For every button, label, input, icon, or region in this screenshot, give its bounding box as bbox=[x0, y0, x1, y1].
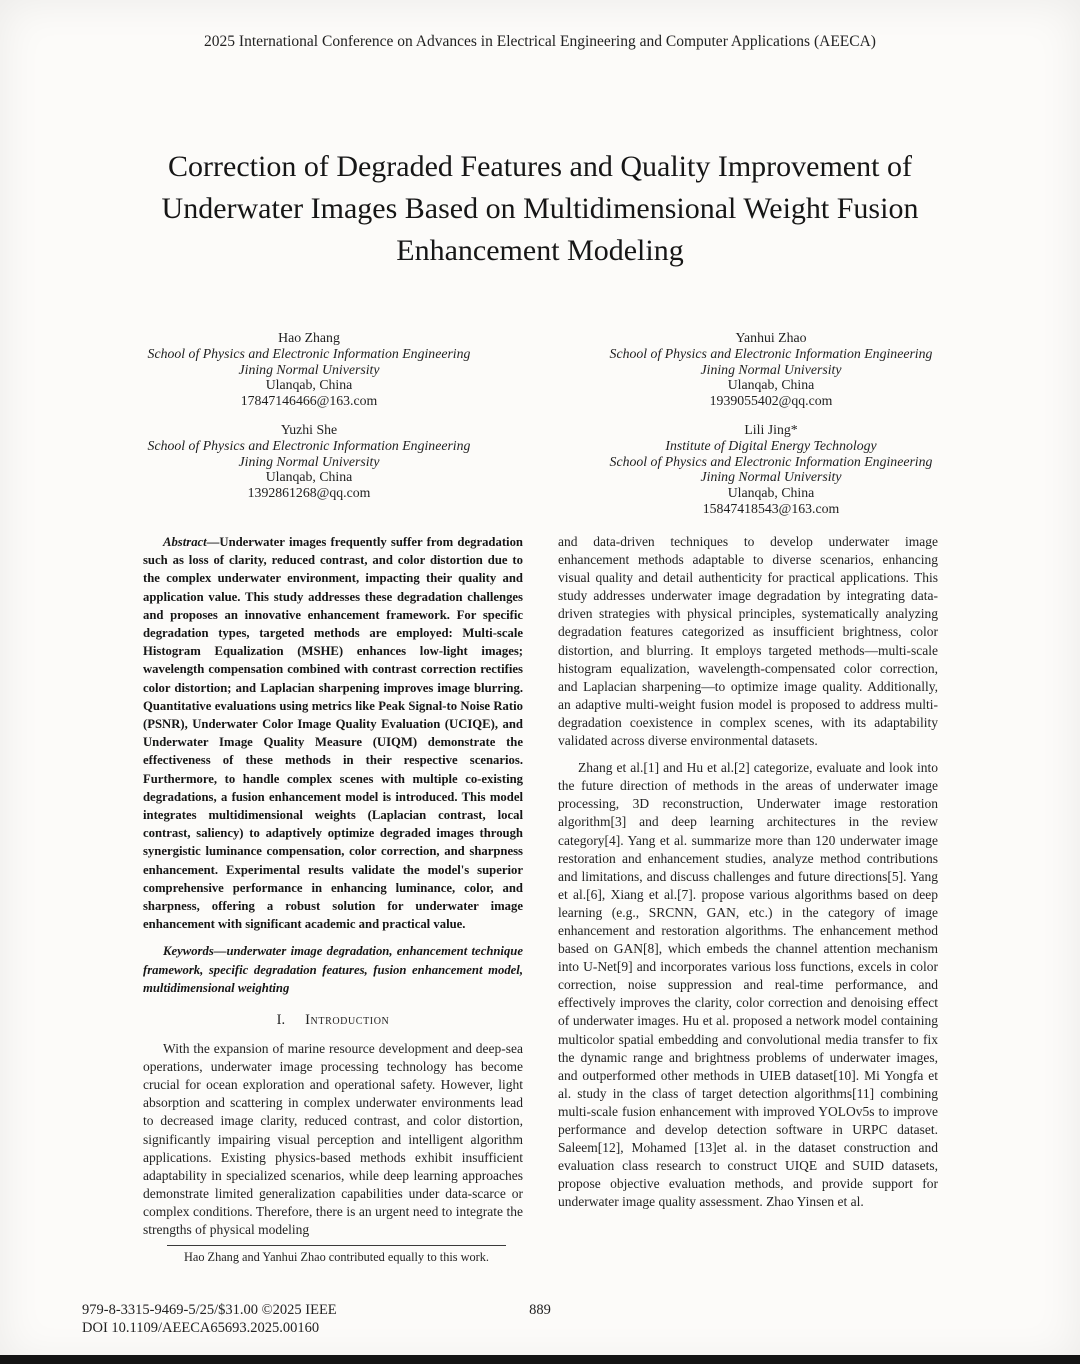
section-heading-introduction bbox=[143, 1012, 523, 1029]
right-paragraph-1: and data-driven techniques to develop underwater image enhancement methods adaptable to diverse scenarios, enhancing visual quality and detail authenticity for practical applications. This study addresses underwater image degradation by integrating data-driven strategies with physical principles, systematically analyzing degradation features categorized as insufficient brightness, color distortion, and blurring. It employs targeted methods—multi-scale histogram equalization, wavelength-compensated color correction, and Laplacian sharpening—to optimize image quality. Additionally, an adaptive multi-weight fusion model is proposed to address multi-degradation coexistence in complex scenes, with its adaptability validated across diverse environmental datasets. bbox=[558, 534, 938, 749]
abstract-label: Abstract— bbox=[163, 535, 220, 549]
section-title: Introduction bbox=[305, 1012, 390, 1029]
page-number: 889 bbox=[529, 1302, 551, 1318]
body-columns bbox=[143, 533, 938, 1239]
paper-title: Correction of Degraded Features and Quality Improvement of Underwater Images Based on Multidimensional Weight Fusion Enhancement Modeling bbox=[161, 150, 919, 267]
author-email: 17847146466@163.com bbox=[240, 393, 378, 409]
keywords-paragraph bbox=[143, 942, 523, 997]
conference-header: 2025 International Conference on Advances in Electrical Engineering and Computer Applications (AEECA) bbox=[204, 33, 876, 50]
author-city: Ulanqab, China bbox=[265, 377, 353, 393]
copyright-line: 979-8-3315-9469-5/25/$31.00 ©2025 IEEE bbox=[82, 1302, 337, 1318]
abstract-text: Underwater images frequently suffer from degradation such as loss of clarity, reduced contrast, and color distortion due to the complex underwater environment, impacting their quality and application value. This study addresses these degradation challenges and proposes an innovative enhancement framework. For specific degradation types, targeted methods are employed: Multi-scale Histogram Equalization (MSHE) enhances low-light images; wavelength compensation combined with contrast correction rectifies color distortion; and Laplacian sharpening improves image blurring. Quantitative evaluations using metrics like Peak Signal-to Noise Ratio (PSNR), Underwater Color Image Quality Evaluation (UCIQE), and Underwater Image Quality Measure (UIQM) demonstrate the effectiveness of these methods in their respective scenarios. Furthermore, to handle complex scenes with multiple co-existing degradations, a fusion enhancement model is introduced. This model integrates multidimensional weights (Laplacian contrast, local contrast, saliency) to adaptively optimize degraded images through synergistic luminance compensation, color correction, and sharpness enhancement. Experimental results validate the model's superior comprehensive performance in enhancing luminance, color, and sharpness, offering a robust solution for underwater image enhancement with significant academic and practical value. bbox=[143, 535, 523, 932]
author-email: 1939055402@qq.com bbox=[709, 393, 833, 409]
keywords-text: underwater image degradation, enhancement technique framework, specific degradation features, fusion enhancement model, multidimensional weighting bbox=[143, 944, 523, 995]
author-name: Hao Zhang bbox=[278, 330, 340, 345]
author-block-4 bbox=[552, 422, 990, 517]
right-paragraph-2: Zhang et al.[1] and Hu et al.[2] categorize, evaluate and look into the future direction of methods in the areas of underwater image processing, 3D reconstruction, Underwater image restoration algorithm[3] and deep learning architectures in the review category[4]. Yang et al. summarize more than 120 underwater image restoration and enhancement studies, analyze method contributions and limitations, and discuss challenges and future directions[5]. Yang et al.[6], Xiang et al.[7]. propose various algorithms based on deep learning (e.g., SRCNN, GAN, etc.) in the category of image enhancement and restoration algorithms. The enhancement method based on GAN[8], which embeds the channel attention mechanism into U-Net[9] and incorporates various loss functions, excels in color correction, noise suppression and real-time performance, and effectively improves the clarity, color correction and denoising effect of underwater images. Hu et al. proposed a network model containing multicolor spatial embedding and convolutional media transfer to fix the dynamic range and brightness problems of underwater images, and outperformed other methods in UIEB dataset[10]. Mi Yongfa et al. study in the class of target detection algorithms[11] combining multi-scale fusion enhancement with improved YOLOv5s to improve performance and develop detection software in URPC dataset. Saleem[12], Mohamed [13]et al. in the dataset construction and evaluation class research to construct UIQE and SUID datasets, propose objective evaluation methods, and provide support for underwater image quality assessment. Zhao Yinsen et al. bbox=[558, 760, 938, 1210]
author-affiliation: Jining Normal University bbox=[700, 361, 842, 377]
footnote-rule bbox=[167, 1245, 506, 1246]
right-column bbox=[558, 533, 938, 1239]
author-affiliation: School of Physics and Electronic Information Engineering bbox=[147, 345, 471, 361]
author-name: Yanhui Zhao bbox=[735, 330, 807, 345]
footnote-text: Hao Zhang and Yanhui Zhao contributed equally to this work. bbox=[184, 1250, 489, 1264]
intro-paragraph: With the expansion of marine resource development and deep-sea operations, underwater image processing technology has become crucial for ocean exploration and operational safety. However, light absorption and scattering in complex underwater environments lead to decreased image clarity, reduced contrast, and color distortion, significantly impairing visual perception and intelligent algorithm applications. Existing physics-based methods exhibit insufficient adaptability in specialized scenarios, while deep learning approaches demonstrate limited generalization capabilities under data-scarce or complex conditions. Therefore, there is an urgent need to integrate the strengths of physical modeling bbox=[143, 1041, 523, 1238]
author-block-2 bbox=[552, 330, 990, 409]
keywords-label: Keywords— bbox=[163, 944, 227, 959]
author-block-1 bbox=[90, 330, 528, 409]
author-email: 1392861268@qq.com bbox=[247, 485, 371, 501]
author-affiliation: School of Physics and Electronic Information Engineering bbox=[609, 453, 933, 469]
scan-edge-bar bbox=[0, 1355, 1080, 1364]
author-affiliation: Jining Normal University bbox=[700, 469, 842, 485]
abstract-paragraph bbox=[143, 533, 523, 933]
author-affiliation: Institute of Digital Energy Technology bbox=[665, 437, 877, 453]
author-city: Ulanqab, China bbox=[727, 377, 815, 393]
author-name: Lili Jing* bbox=[744, 421, 798, 437]
author-name: Yuzhi She bbox=[280, 421, 338, 437]
author-contribution-footnote bbox=[148, 1245, 525, 1265]
doi-line: DOI 10.1109/AEECA65693.2025.00160 bbox=[82, 1319, 320, 1336]
section-number: I. bbox=[276, 1012, 286, 1029]
author-affiliation: Jining Normal University bbox=[238, 361, 380, 377]
author-block-3 bbox=[90, 422, 528, 517]
author-city: Ulanqab, China bbox=[727, 485, 815, 501]
author-affiliation: Jining Normal University bbox=[238, 453, 380, 469]
author-email: 15847418543@163.com bbox=[702, 500, 840, 516]
author-city: Ulanqab, China bbox=[265, 469, 353, 485]
author-affiliation: School of Physics and Electronic Information Engineering bbox=[147, 437, 471, 453]
author-affiliation: School of Physics and Electronic Information Engineering bbox=[609, 345, 933, 361]
left-column bbox=[143, 533, 523, 1239]
authors-block bbox=[90, 330, 990, 517]
